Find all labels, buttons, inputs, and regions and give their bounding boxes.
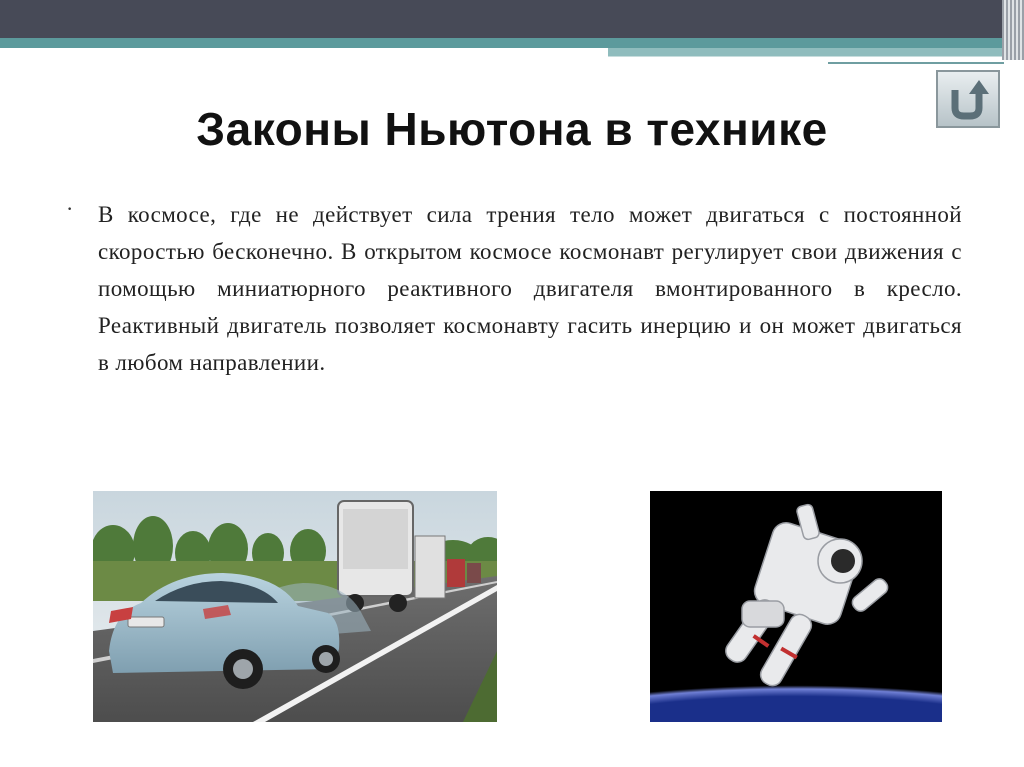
car-traffic-photo <box>93 491 497 722</box>
header-bar-dark <box>0 0 1004 38</box>
header-line <box>828 62 1004 64</box>
header-bar-teal-thin <box>608 48 1004 56</box>
astronaut-in-space-photo <box>650 491 942 722</box>
bullet-marker: · <box>66 196 74 221</box>
slide-title: Законы Ньютона в технике <box>196 103 828 155</box>
slide-body-text: В космосе, где не действует сила трения тело может двигаться с постоянной скоростью бесконечно. В открытом космосе космонавт регулирует свои движения с помощью миниатюрного реактивного двигателя вмонтированного в кресло. Реактивный двигатель позволяет космонавту гасить инерцию и он может двигаться в любом направлении. <box>98 202 962 375</box>
header-bar-teal <box>0 38 1004 48</box>
header-edge-pattern <box>1002 0 1024 60</box>
